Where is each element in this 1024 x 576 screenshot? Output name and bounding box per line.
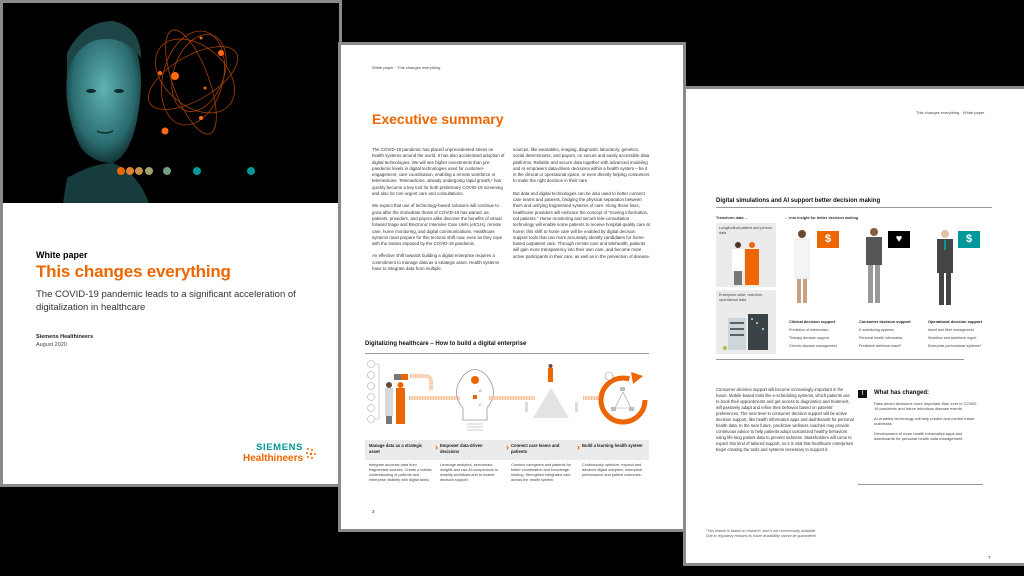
body-text: Consumer decision support will become increasingly important in the future. Mobile-based tools like e-scheduling systems, which patients use to book their appointments and get access to diagnostics and treatment, will passively adapt and refine their behavior based on patients’ preferences. The next level in consumer decision support will be active decision support, like health informatics apps and dashboards for personal health data. In the near future, predictive wellness coaches may provide continuous advice to help patients adopt customized healthy behaviors using life-long patient data to prevent sickness. Stakeholders will come to expect this kind of tailored support, so it is vital that healthcare enterprises begin creating the tools and systems necessary to support it. — [716, 387, 854, 452]
svg-text:C: C — [479, 402, 482, 407]
figure-rule — [716, 207, 992, 208]
footnote: ¹This feature is based on research, and is not commercially available. Due to regulatory reasons its future availability cannot be guaranteed — [706, 529, 817, 538]
section-title: Executive summary — [372, 111, 504, 127]
step-4-desc: Continuously optimize, expand and advance digital adoption, enterprise performance and patient outcomes. — [582, 463, 642, 477]
organization-name: Siemens Healthineers — [36, 334, 94, 340]
operational-decision-support: Operational decision support Asset and fleet management Workflow and workforce mgmt. Enterprise performance systems¹ — [928, 319, 983, 348]
chevron-right-icon: › — [577, 442, 580, 452]
logo-dots-icon — [305, 447, 317, 461]
manager-figure — [934, 229, 956, 305]
document-type-label: White paper — [36, 250, 88, 260]
publication-date: August 2020 — [36, 342, 67, 348]
running-header: This changes everything · White paper — [916, 110, 985, 115]
body-column-1: The COVID-19 pandemic has placed unprecedented stress on health systems around the world. It has also accelerated adoption of digital technologies. We will see higher investments than pre-pandemic levels in digital technologies used for customer-engagement, care coordination, enabling a remote workforce or telemedicine. Telemedicine, already undergoing rapid growth,¹ has quickly become a key tool for both preliminary COVID-19 screening and also for non-urgent care and consultations. We expect that use of technology-based solutions will continue to grow after the immediate threat of COVID-19 has waned, as patients, providers, and payors alike discover the benefits of virtual forward triage and Electronic Intensive Care Units (eICUs), remote care, home monitoring, and digital communications. Healthcare systems must prepare for this tectonic shift now, even as they cope with the strains imposed by the COVID-19 pandemic. An effective shift towards building a digital enterprise requires a commitment to manage data as a strategic asset. Health systems have to integrate data from multiple — [372, 147, 505, 272]
step-1-desc: Integrate accurate data from fragmented sources. Create a holistic understanding of patients and enterprise visibility with digital twins. — [369, 463, 432, 482]
data-box-patient: Longitudinal patient and person data — [716, 223, 776, 287]
cover-page — [0, 0, 342, 487]
document-subtitle: The COVID-19 pandemic leads to a significant acceleration of digitalization in healthcare — [36, 289, 296, 313]
patient-twin-icon — [726, 241, 766, 285]
executive-summary-page — [338, 42, 686, 532]
speech-bubble-exclamation-icon: ! — [858, 390, 867, 398]
page-number: 2 — [372, 509, 375, 514]
data-orbit-graphic — [133, 18, 263, 143]
color-dot-row — [117, 167, 267, 177]
data-box-enterprise: Enterprise-wide, real-time, operational data — [716, 290, 776, 354]
consumer-decision-support: Consumer decision support E-scheduling systems Personal health informatics Predictive wellness coach¹ — [859, 319, 911, 348]
enterprise-steps-descriptions — [365, 463, 649, 483]
siemens-healthineers-logo: SIEMENS Healthineers — [243, 443, 303, 465]
cover-text-block — [36, 250, 326, 348]
enterprise-steps-bar — [365, 440, 649, 460]
chevron-right-icon: › — [506, 442, 509, 452]
consumer-figure — [863, 227, 885, 305]
digital-enterprise-diagram — [365, 358, 655, 440]
figure-rule — [365, 353, 649, 354]
page-number: 7 — [988, 555, 991, 560]
step-1: Manage data as a strategic asset › — [369, 442, 438, 454]
figure-title: Digital simulations and AI support better decision making — [716, 198, 881, 204]
what-has-changed-box: ! What has changed: Data-driven decisions more important than ever in COVID-19 pandemic and future infectious disease events AI-enabled technology will help predict and control future outbreaks Development of more health informatics apps and dashboards for personal health data management — [856, 390, 981, 445]
person-figures — [385, 382, 405, 424]
cover-image — [3, 3, 339, 203]
decision-making-page — [683, 86, 1024, 566]
figure-title: Digitalizing healthcare – How to build a digital enterprise — [365, 341, 527, 347]
running-header: White paper · This changes everything — [372, 65, 441, 70]
document-title: This changes everything — [36, 262, 231, 281]
step-2-desc: Leverage analytics, benchmark insights and use AI-companions to simplify workflows and to enable decision support. — [440, 463, 498, 482]
transform-data-label: Transform data ... — [716, 216, 748, 220]
wellness-bubble-icon: ♥ — [888, 231, 910, 248]
step-4: Build a learning health system — [582, 443, 643, 448]
step-3-desc: Connect caregivers and patients for better coordination and knowledge sharing. Strengthen integrated care across the health system. — [511, 463, 571, 482]
cost-bubble-icon: $ — [817, 231, 839, 248]
hospital-building-icon — [722, 312, 772, 350]
step-3: Connect care teams and patients › — [511, 442, 580, 454]
step-2: Empower data-driven decisions › — [440, 442, 509, 454]
box-rule — [858, 484, 983, 485]
clinical-decision-support: Clinical decision support Prediction of intervention Therapy decision support Chronic disease management — [789, 319, 837, 348]
figure-bottom-rule — [716, 359, 964, 360]
insight-label: ... into insight for better decision making — [785, 216, 859, 220]
clinician-figure — [791, 229, 813, 305]
chevron-right-icon: › — [435, 442, 438, 452]
body-column-2: sources, like wearables, imaging, diagnostic laboratory, genetics, social determinants, and payors, on secure and easily accessible data platforms. Reliable and secure data together with advanced modeling and AI empowers data-driven decisions within a health system – be it in the clinical or operational space, or even directly helping consumers to make the right decision in their care. But data and digital technologies can be also used to better connect care teams and patients, bridging the physical separation between them and unifying fragmented systems of care. Along these lines, healthcare providers will embrace the concept of “moving information, not patients.” Home monitoring and secure tele-consultation technology will enable some patients to receive hospital-quality care at home; this shift to home care will be enabled by digital decision support tools that can more accurately identify candidates for home-based outpatient care. Through remote care and telehealth, patients will gain more transparency into their own care, and become more active participants in their care, as well as in the prevention of disease. — [513, 147, 651, 259]
svg-text:A: A — [479, 388, 482, 393]
cost-bubble-icon: $ — [958, 231, 980, 248]
